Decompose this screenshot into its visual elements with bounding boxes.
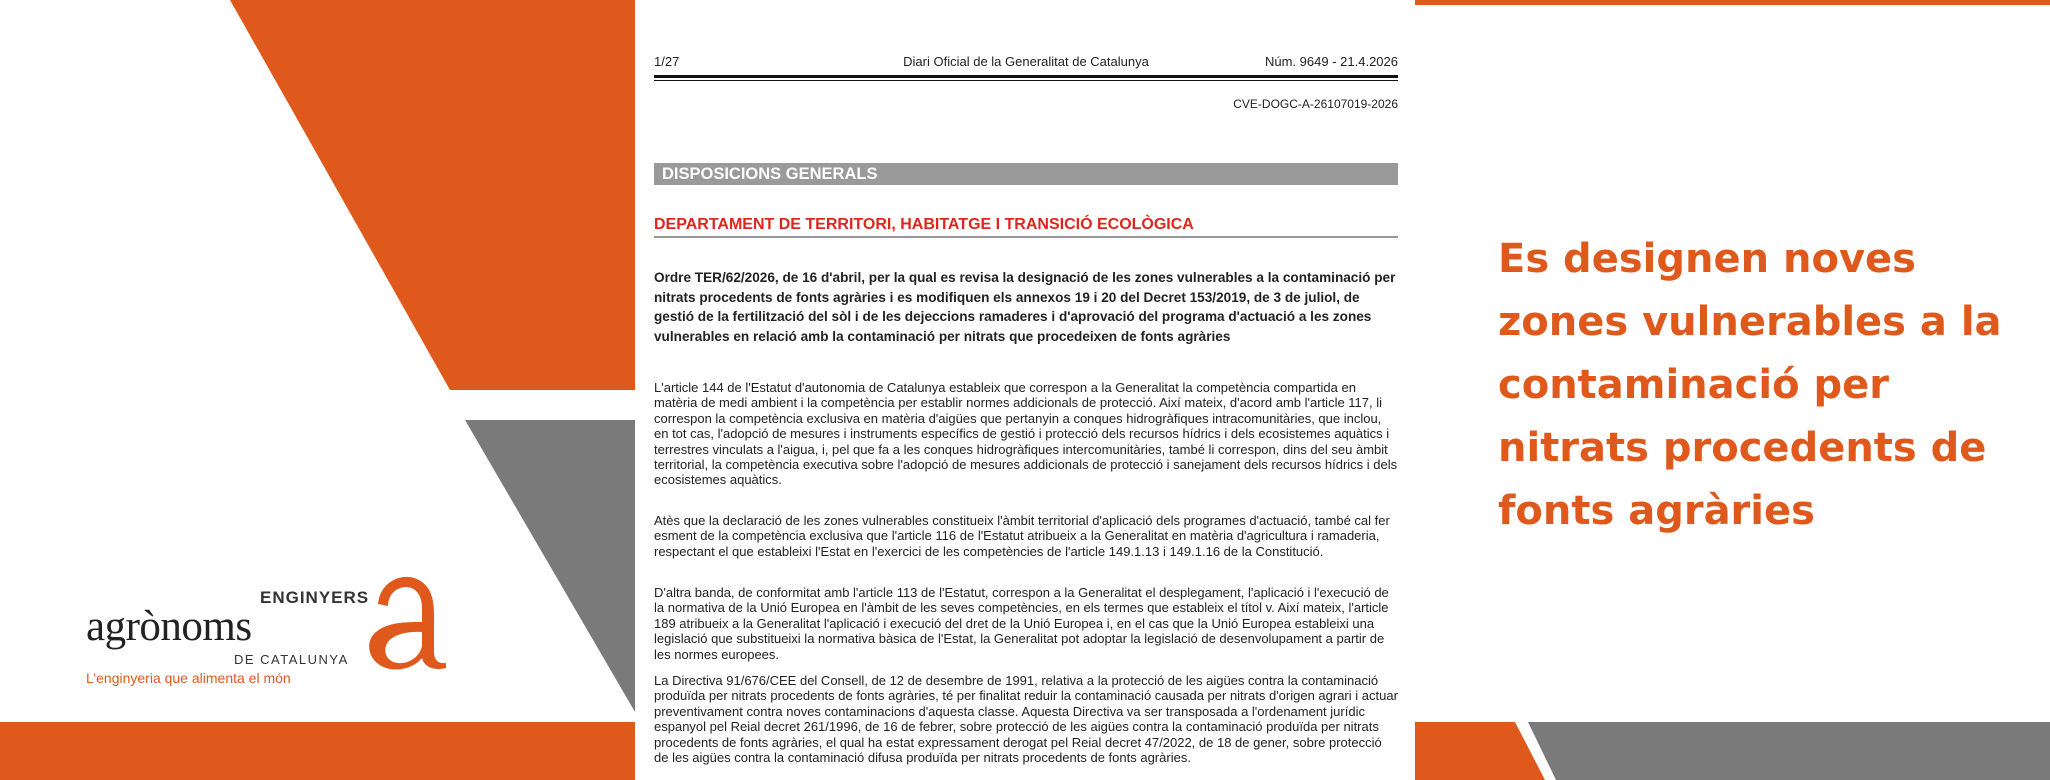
bottom-left-orange-bar	[0, 722, 635, 780]
bottom-right-orange-block	[1415, 722, 1545, 780]
page-number: 1/27	[654, 54, 680, 69]
department-rule	[654, 236, 1398, 238]
cve-code: CVE-DOGC-A-26107019-2026	[1233, 97, 1398, 111]
top-left-white-triangle	[0, 0, 230, 470]
letter-a-mark-icon	[354, 568, 454, 672]
header-rule-thin	[654, 80, 1398, 81]
header-rule-thick	[654, 75, 1398, 78]
department-heading: DEPARTAMENT DE TERRITORI, HABITATGE I TRANSICIÓ ECOLÒGICA	[654, 216, 1194, 233]
body-paragraph: D'altra banda, de conformitat amb l'article 113 de l'Estatut, correspon a la Generalitat el desplegament, l'aplicació i l'execució de la normativa de la Unió Europea en l'àmbit de les seves competències, en els termes que estableix el títol v. Així mateix, l'article 189 atribueix a la Generalitat l'aplicació i execució del dret de la Unió Europea i, en el cas que la Unió Europea estableixi una legislació que substitueixi la normativa bàsica de l'Estat, la Generalitat pot adoptar la legislació de desenvolupament a partir de les normes europees.	[654, 585, 1389, 662]
body-paragraph: L'article 144 de l'Estatut d'autonomia de Catalunya estableix que correspon a la Generalitat la competència compartida en matèria de medi ambient i la competència per establir normes addicionals de protecció. Així mateix, d'acord amb l'article 117, li correspon la competència exclusiva en matèria d'aigües que pertanyin a conques hidrogràfiques intracomunitàries, que inclou, en tot cas, l'adopció de mesures i instruments específics de gestió i protecció dels recursos hídrics i dels ecosistemes aquàtics i terrestres vinculats a l'aigua, i, pel que fa a les conques hidrogràfiques intercomunitàries, també li correspon, dins del seu àmbit territorial, la competència executiva sobre l'adopció de mesures addicionals de protecció i sanejament dels recursos hídrics i dels ecosistemes aquàtics.	[654, 380, 1398, 488]
logo-tagline: L’enginyeria que alimenta el món	[86, 670, 291, 686]
logo[interactable]	[86, 580, 406, 690]
body-paragraph: La Directiva 91/676/CEE del Consell, de 12 de desembre de 1991, relativa a la protecció de les aigües contra la contaminació produïda per nitrats procedents de fonts agràries, té per finalitat reduir la contaminació causada per nitrats d'origen agrari i actuar preventivament contra noves contaminacions d'aquesta classe. Aquesta Directiva va ser transposada a l'ordenament jurídic espanyol pel Reial decret 261/1996, de 16 de febrer, sobre protecció de les aigües contra la contaminació produïda per nitrats procedents de fonts agràries, el qual ha estat expressament derogat pel Reial decret 47/2022, de 18 de gener, sobre protecció de les aigües contra la contaminació difusa produïda per nitrats procedents de fonts agràries.	[654, 673, 1398, 766]
journal-title: Diari Oficial de la Generalitat de Catalunya	[903, 54, 1149, 69]
document-page	[635, 0, 1415, 780]
left-gray-wedge	[465, 420, 635, 712]
top-right-orange-strip	[1415, 0, 2050, 5]
logo-enginyers: ENGINYERS	[260, 588, 370, 607]
logo-catalunya: DE CATALUNYA	[234, 652, 349, 667]
bottom-right-gray-bar	[1528, 722, 2050, 780]
document-header	[654, 54, 1398, 72]
body-paragraph: Atès que la declaració de les zones vulnerables constitueix l'àmbit territorial d'aplicació dels programes d'actuació, també cal fer esment de la competència exclusiva que l'article 116 de l'Estatut atribueix a la Generalitat en matèria d'agricultura i ramaderia, respectant el que estableixi l'Estat en l'exercici de les competències de l'article 149.1.13 i 149.1.16 de la Constitució.	[654, 513, 1390, 559]
section-heading: DISPOSICIONS GENERALS	[654, 163, 1398, 185]
issue-number-date: Núm. 9649 - 21.4.2026	[1265, 54, 1398, 69]
order-title: Ordre TER/62/2026, de 16 d'abril, per la qual es revisa la designació de les zones vulnerables a la contaminació per nitrats procedents de fonts agràries i es modifiquen els annexos 19 i 20 del Decret 153/2019, de 3 de juliol, de gestió de la fertilització del sòl i de les dejeccions ramaderes i d'aprovació del programa d'actuació a les zones vulnerables en relació amb la contaminació per nitrats que procedeixen de fonts agràries	[654, 270, 1396, 344]
headline: Es designen noves zones vulnerables a la contaminació per nitrats procedents de fonts agràries	[1498, 236, 2002, 534]
top-orange-band	[230, 0, 635, 390]
logo-agronoms: agrònoms	[86, 603, 252, 650]
